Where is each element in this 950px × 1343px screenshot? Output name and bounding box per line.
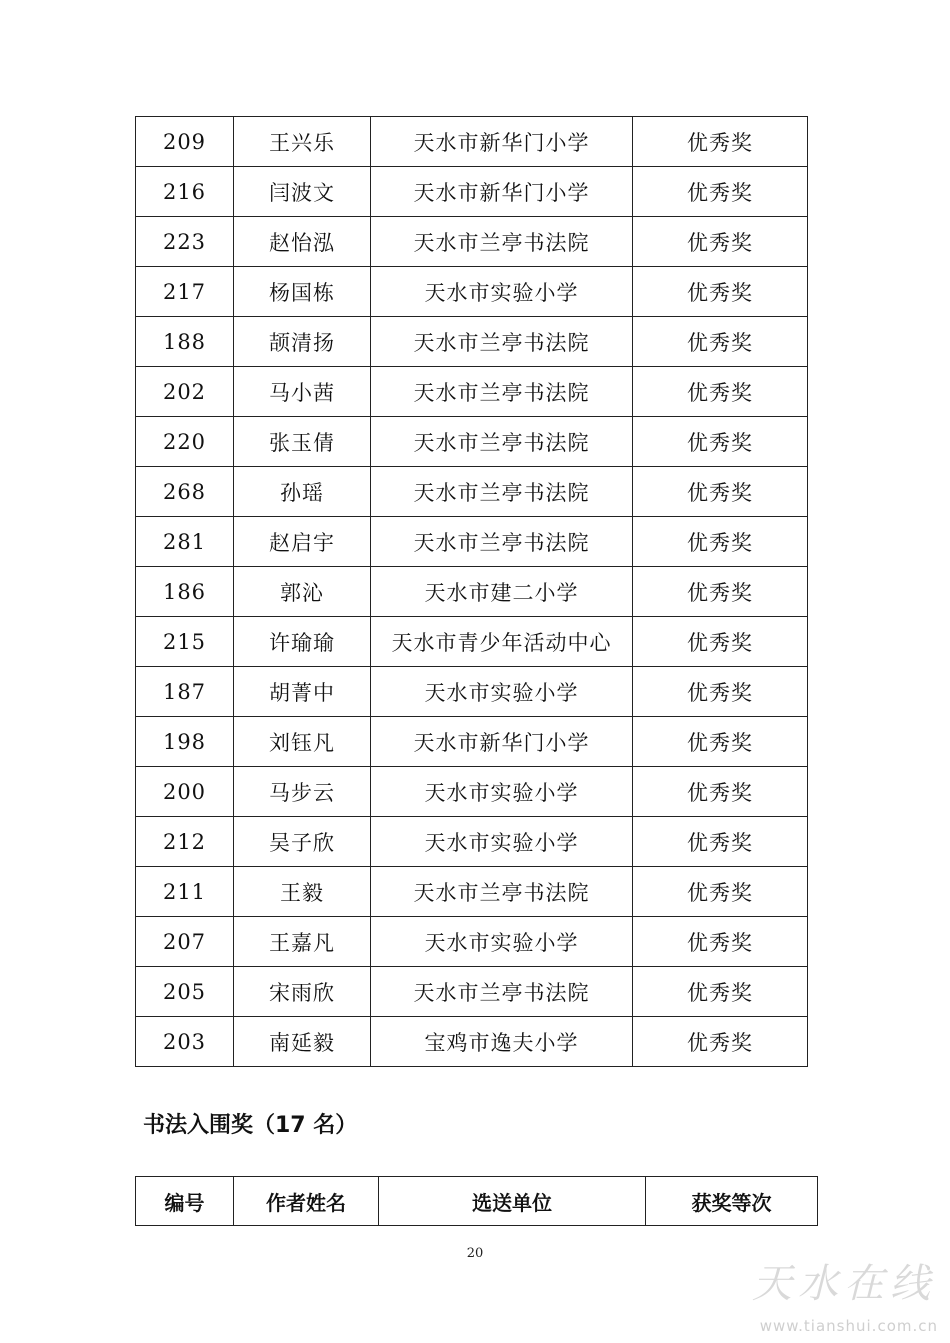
- cell-unit: 天水市实验小学: [371, 667, 633, 717]
- cell-award: 优秀奖: [633, 317, 808, 367]
- cell-id: 215: [136, 617, 234, 667]
- cell-award: 优秀奖: [633, 367, 808, 417]
- table-row: [136, 267, 808, 317]
- cell-award: 优秀奖: [633, 567, 808, 617]
- header-award: 获奖等次: [646, 1177, 818, 1226]
- cell-award: 优秀奖: [633, 467, 808, 517]
- cell-name: 王毅: [234, 867, 371, 917]
- cell-id: 207: [136, 917, 234, 967]
- cell-unit: 天水市实验小学: [371, 917, 633, 967]
- cell-award: 优秀奖: [633, 417, 808, 467]
- cell-id: 202: [136, 367, 234, 417]
- cell-name: 宋雨欣: [234, 967, 371, 1017]
- cell-award: 优秀奖: [633, 867, 808, 917]
- cell-id: 188: [136, 317, 234, 367]
- cell-name: 张玉倩: [234, 417, 371, 467]
- table-row: [136, 167, 808, 217]
- cell-unit: 天水市兰亭书法院: [371, 517, 633, 567]
- cell-name: 胡菁中: [234, 667, 371, 717]
- cell-award: 优秀奖: [633, 817, 808, 867]
- cell-id: 186: [136, 567, 234, 617]
- cell-unit: 天水市兰亭书法院: [371, 967, 633, 1017]
- table-row: [136, 517, 808, 567]
- cell-award: 优秀奖: [633, 1017, 808, 1067]
- table-row: [136, 867, 808, 917]
- cell-award: 优秀奖: [633, 667, 808, 717]
- cell-unit: 天水市兰亭书法院: [371, 467, 633, 517]
- cell-id: 268: [136, 467, 234, 517]
- cell-id: 205: [136, 967, 234, 1017]
- cell-id: 281: [136, 517, 234, 567]
- cell-award: 优秀奖: [633, 717, 808, 767]
- cell-unit: 天水市兰亭书法院: [371, 217, 633, 267]
- cell-award: 优秀奖: [633, 217, 808, 267]
- cell-unit: 天水市新华门小学: [371, 717, 633, 767]
- watermark-url: www.tianshui.com.cn: [759, 1317, 938, 1335]
- cell-id: 187: [136, 667, 234, 717]
- cell-name: 赵启宇: [234, 517, 371, 567]
- table-row: [136, 917, 808, 967]
- cell-name: 许瑜瑜: [234, 617, 371, 667]
- cell-award: 优秀奖: [633, 117, 808, 167]
- cell-unit: 天水市兰亭书法院: [371, 367, 633, 417]
- cell-id: 216: [136, 167, 234, 217]
- cell-id: 209: [136, 117, 234, 167]
- table-row: [136, 1017, 808, 1067]
- table-row: [136, 967, 808, 1017]
- table-row: [136, 217, 808, 267]
- cell-unit: 天水市建二小学: [371, 567, 633, 617]
- cell-unit: 天水市实验小学: [371, 767, 633, 817]
- table-row: [136, 717, 808, 767]
- page-number: 20: [466, 1246, 484, 1261]
- cell-id: 217: [136, 267, 234, 317]
- cell-id: 200: [136, 767, 234, 817]
- cell-award: 优秀奖: [633, 917, 808, 967]
- cell-award: 优秀奖: [633, 167, 808, 217]
- cell-name: 南延毅: [234, 1017, 371, 1067]
- table-row: [136, 817, 808, 867]
- table-row: [136, 767, 808, 817]
- table-row: [136, 617, 808, 667]
- award-table: [135, 116, 808, 1067]
- cell-unit: 宝鸡市逸夫小学: [371, 1017, 633, 1067]
- table-row: [136, 317, 808, 367]
- cell-id: 223: [136, 217, 234, 267]
- cell-id: 212: [136, 817, 234, 867]
- cell-name: 王嘉凡: [234, 917, 371, 967]
- cell-unit: 天水市兰亭书法院: [371, 867, 633, 917]
- watermark-logo: 天水在线: [752, 1261, 936, 1307]
- cell-name: 郭沁: [234, 567, 371, 617]
- cell-award: 优秀奖: [633, 267, 808, 317]
- cell-name: 赵怡泓: [234, 217, 371, 267]
- cell-name: 马小茜: [234, 367, 371, 417]
- table-row: [136, 467, 808, 517]
- cell-id: 198: [136, 717, 234, 767]
- header-row: [136, 1177, 818, 1226]
- cell-name: 闫波文: [234, 167, 371, 217]
- finalist-table-header: [135, 1176, 818, 1226]
- cell-unit: 天水市实验小学: [371, 267, 633, 317]
- cell-id: 203: [136, 1017, 234, 1067]
- table-row: [136, 117, 808, 167]
- cell-award: 优秀奖: [633, 617, 808, 667]
- cell-unit: 天水市兰亭书法院: [371, 317, 633, 367]
- cell-unit: 天水市青少年活动中心: [371, 617, 633, 667]
- header-unit: 选送单位: [379, 1177, 646, 1226]
- cell-name: 杨国栋: [234, 267, 371, 317]
- cell-name: 吴子欣: [234, 817, 371, 867]
- header-id: 编号: [136, 1177, 234, 1226]
- cell-id: 220: [136, 417, 234, 467]
- cell-unit: 天水市新华门小学: [371, 117, 633, 167]
- cell-id: 211: [136, 867, 234, 917]
- table-row: [136, 667, 808, 717]
- cell-name: 王兴乐: [234, 117, 371, 167]
- cell-award: 优秀奖: [633, 767, 808, 817]
- cell-unit: 天水市兰亭书法院: [371, 417, 633, 467]
- cell-name: 孙瑶: [234, 467, 371, 517]
- cell-unit: 天水市新华门小学: [371, 167, 633, 217]
- cell-name: 颉清扬: [234, 317, 371, 367]
- section-title: 书法入围奖（17 名）: [143, 1113, 358, 1138]
- table-row: [136, 417, 808, 467]
- cell-name: 马步云: [234, 767, 371, 817]
- award-table-body: [136, 117, 808, 1067]
- table-row: [136, 567, 808, 617]
- cell-award: 优秀奖: [633, 517, 808, 567]
- table-row: [136, 367, 808, 417]
- cell-name: 刘钰凡: [234, 717, 371, 767]
- cell-award: 优秀奖: [633, 967, 808, 1017]
- cell-unit: 天水市实验小学: [371, 817, 633, 867]
- header-name: 作者姓名: [234, 1177, 379, 1226]
